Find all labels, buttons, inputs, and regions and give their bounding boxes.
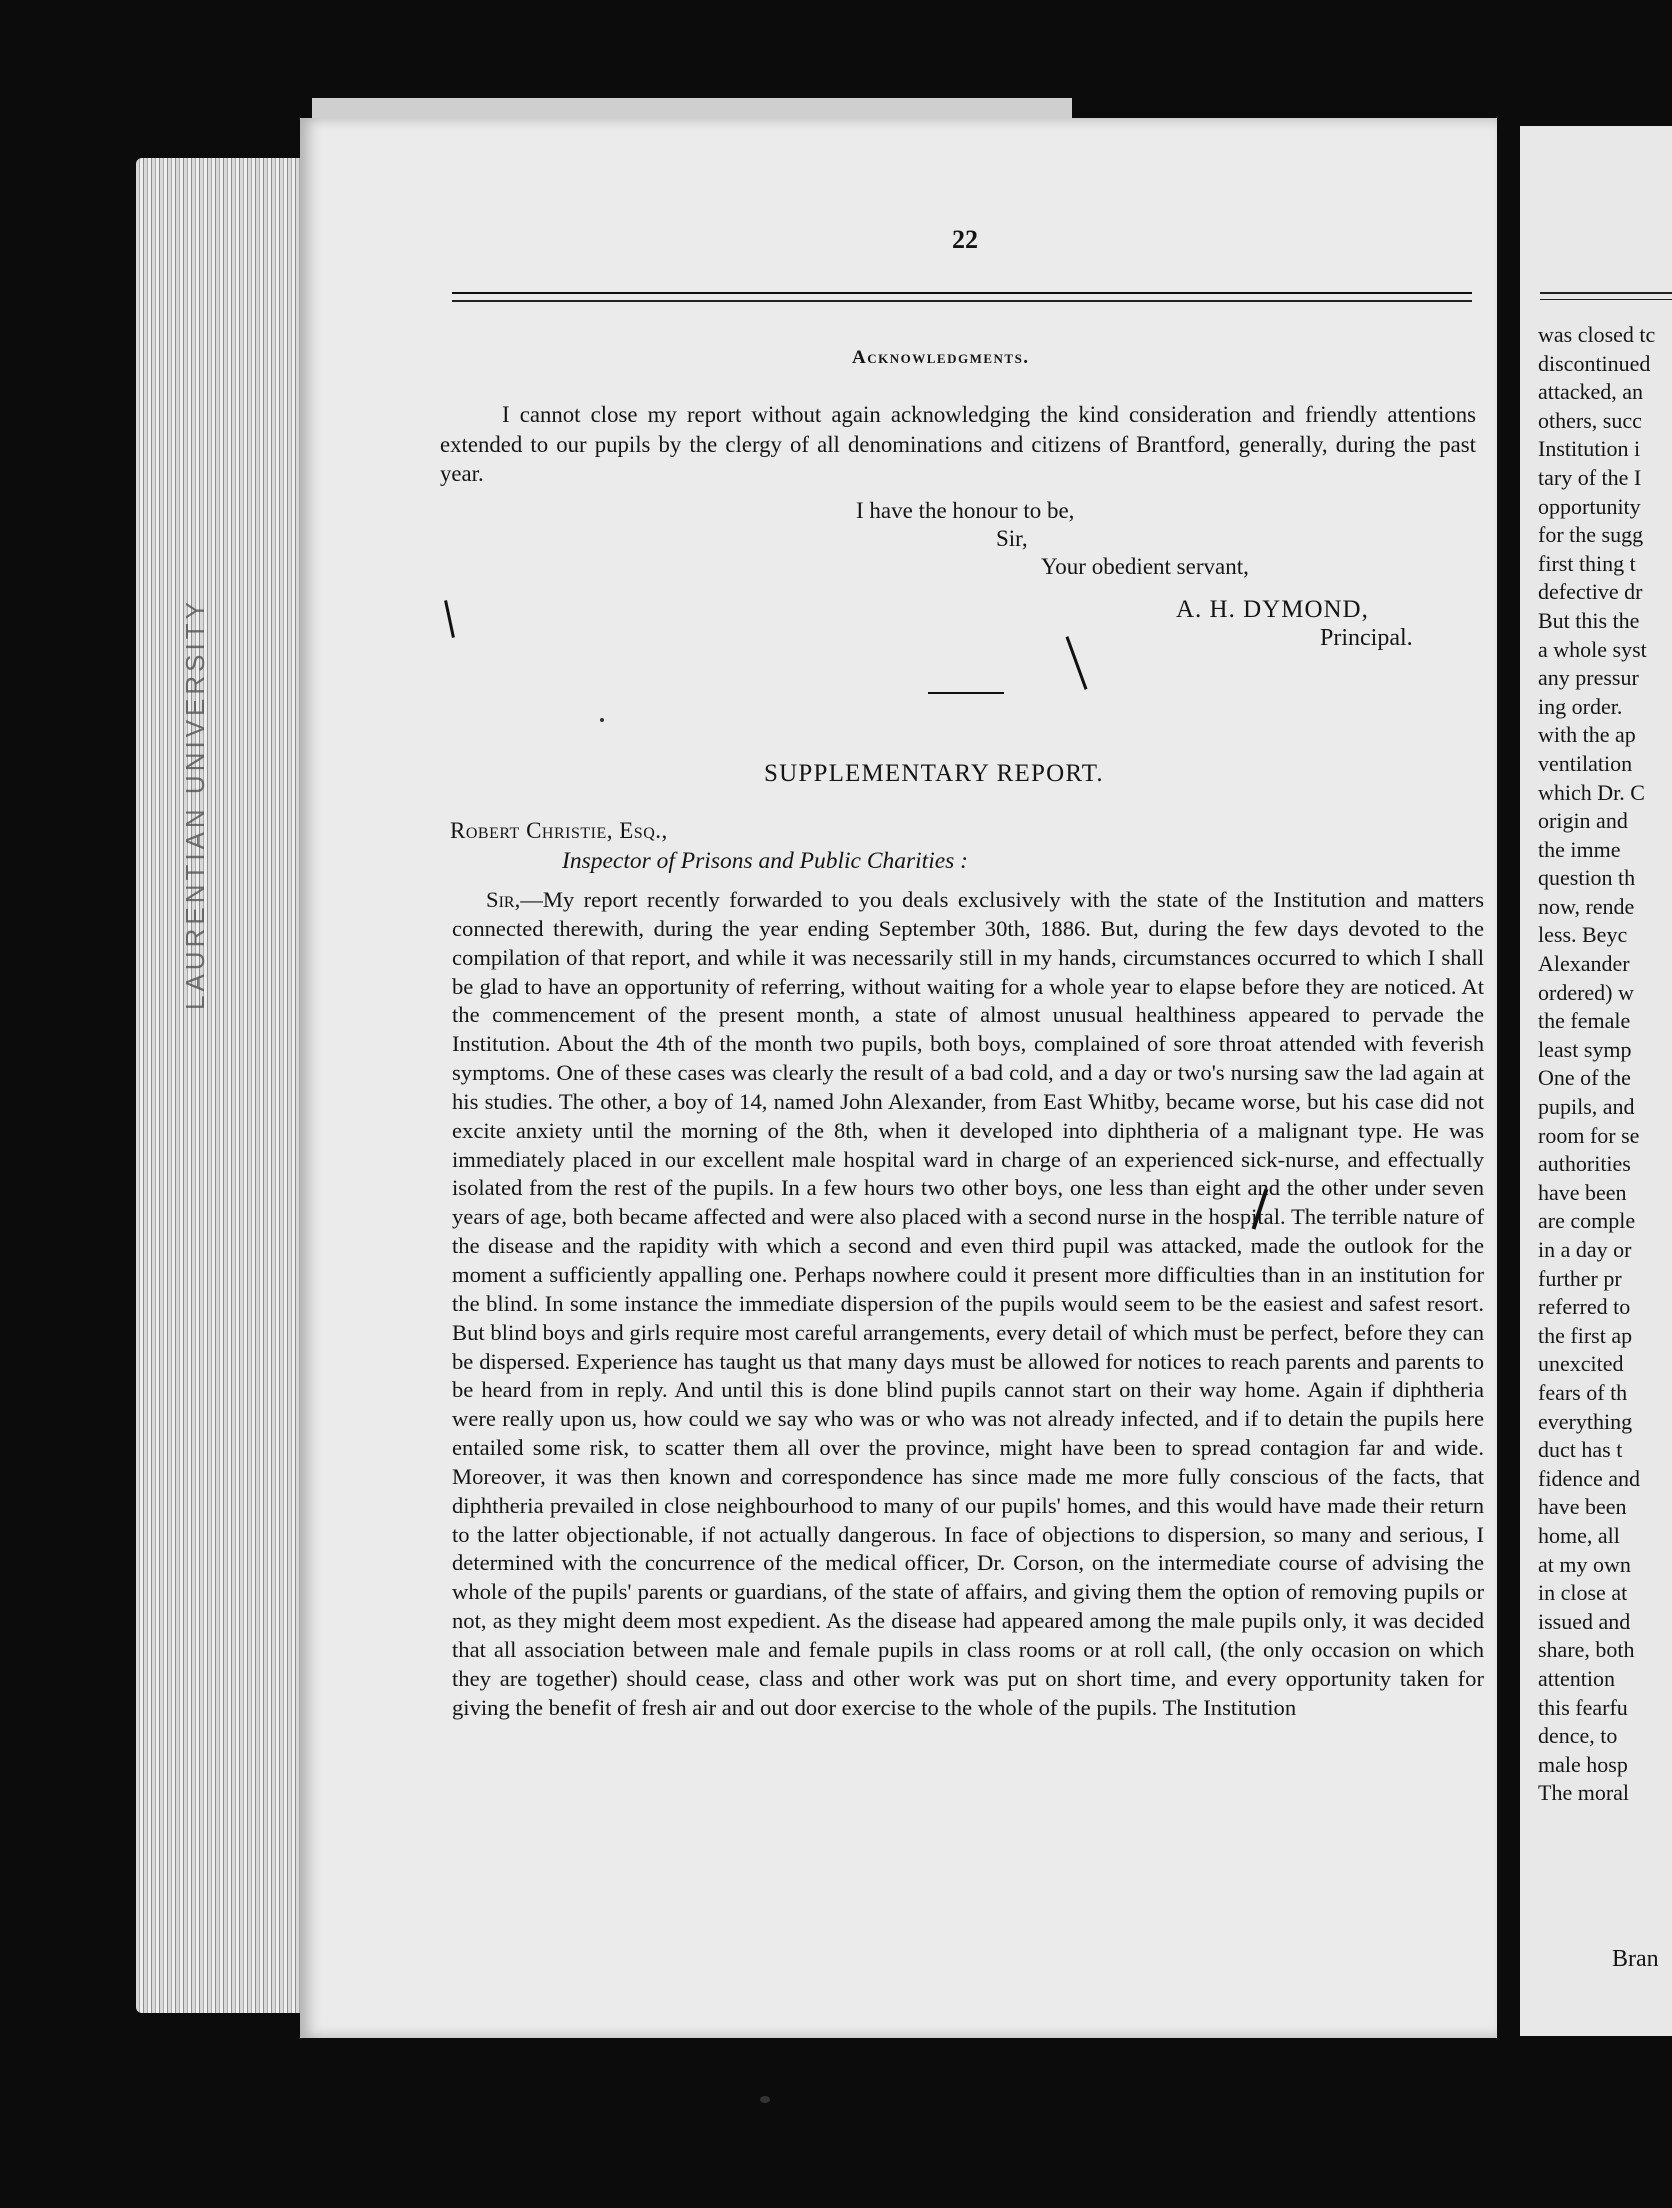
facing-page-line: The moral: [1538, 1780, 1630, 1806]
facing-page-line: for the sugg: [1538, 522, 1644, 548]
facing-page-line: now, rende: [1538, 893, 1635, 919]
facing-page-rule: [1540, 292, 1672, 300]
facing-page-line: male hosp: [1538, 1751, 1628, 1777]
facing-page-line: further pr: [1538, 1265, 1622, 1291]
facing-page-line: ventilation: [1538, 750, 1633, 776]
facing-page-line: dence, to: [1538, 1723, 1618, 1749]
facing-page-line: are comple: [1538, 1208, 1636, 1234]
facing-page-line: Institution i: [1538, 436, 1641, 462]
closing-valediction: Your obedient servant,: [1041, 554, 1249, 579]
facing-page-line: others, succ: [1538, 407, 1642, 433]
facing-page-line: referred to: [1538, 1294, 1631, 1320]
facing-page-line: the imme: [1538, 836, 1621, 862]
header-rule: [452, 292, 1472, 302]
facing-page-line: opportunity: [1538, 493, 1641, 519]
report-body: [452, 886, 1484, 1722]
closing-salutation: Sir,: [996, 526, 1028, 551]
facing-page-line: authorities: [1538, 1151, 1631, 1177]
facing-page-line: in a day or: [1538, 1237, 1632, 1262]
facing-page-line: ordered) w: [1538, 979, 1634, 1005]
facing-page-line: duct has t: [1538, 1437, 1623, 1463]
supplementary-report-title: SUPPLEMENTARY REPORT.: [764, 760, 1104, 787]
facing-page-line: least symp: [1538, 1036, 1632, 1062]
facing-page-line: attacked, an: [1538, 379, 1644, 405]
facing-page-line: have been: [1538, 1179, 1627, 1205]
facing-page-line: attention: [1538, 1665, 1615, 1691]
acknowledgments-paragraph: I cannot close my report without again acknowledging the kind consideration and friendly attentions extended to our pupils by the clergy of all denominations and citizens of Brantford, generally, during the past year.: [440, 402, 1476, 486]
facing-page-line: the female: [1538, 1008, 1631, 1034]
facing-page-line: share, both: [1538, 1637, 1635, 1663]
acknowledgments-heading: Acknowledgments.: [852, 347, 1030, 368]
facing-page-line: question th: [1538, 865, 1636, 891]
facing-page-line: Alexander: [1538, 951, 1630, 977]
facing-page-line: ing order.: [1538, 693, 1623, 719]
facing-page-line: issued and: [1538, 1608, 1631, 1634]
signer-name: A. H. DYMOND,: [1176, 596, 1369, 623]
facing-page-line: first thing t: [1538, 550, 1636, 576]
library-stamp: LAURENTIAN UNIVERSITY: [180, 598, 210, 1010]
report-body-text: —My report recently forwarded to you deals exclusively with the state of the Institution and matters connected therewith, during the year ending September 30th, 1886. But, during the few days devoted to the compilation of that report, and while it was necessarily still in my hands, circumstances occurred to which I shall be glad to have an opportunity of referring, without waiting for a whole year to elapse before they are noticed. At the commencement of the present month, a state of almost unusual healthiness appeared to pervade the Institution. About the 4th of the month two pupils, both boys, complained of sore throat attended with feverish symptoms. One of these cases was clearly the result of a bad cold, and a day or two's nursing saw the lad again at his studies. The other, a boy of 14, named John Alexander, from East Whitby, became worse, but his case did not excite anxiety until the morning of the 8th, when it developed into diphtheria of a malignant type. He was immediately placed in our excellent male hospital ward in charge of an experienced sick-nurse, and effectually isolated from the rest of the pupils. In a few hours two other boys, one less than eight and the other under seven years of age, both became affected and were also placed with a second nurse in the hospital. The terrible nature of the disease and the rapidity with which a second and even third pupil was attacked, made the outlook for the moment a sufficiently appalling one. Perhaps nowhere could it present more difficulties than in an institution for the blind. In some instance the immediate dispersion of the pupils would seem to be the easiest and safest resort. But blind boys and girls require most careful arrangements, every detail of which must be perfect, before they can be dispersed. Experience has taught us that many days must be allowed for notices to reach parents and parents to be heard from in reply. And until this is done blind pupils cannot start on their way home. Again if diphtheria were really upon us, how could we say who was or who was not already infected, and if to detain the pupils here entailed some risk, to scatter them all over the province, might have been to spread contagion far and wide. Moreover, it was then known and correspondence has since made me more fully conscious of the facts, that diphtheria prevailed in close neighbourhood to many of our pupils' homes, and this would have made their return to the latter objectionable, if not actually dangerous. In face of objections to dispersion, so many and serious, I determined with the concurrence of the medical officer, Dr. Corson, on the intermediate course of advising the whole of the pupils' parents or guardians, of the state of affairs, and giving them the option of removing pupils or not, as they might deem most expedient. As the disease had appeared among the male pupils only, it was decided that all association between male and female pupils in class rooms or at roll call, (the only occasion on which they are together) should cease, class and other work was put on short time, and every opportunity taken for giving the benefit of fresh air and out door exercise to the whole of the pupils. The Institution: [452, 887, 1484, 1720]
facing-page-line: defective dr: [1538, 579, 1643, 605]
ink-speck: [600, 718, 604, 722]
facing-page-signature: Bran: [1612, 1946, 1659, 1972]
salutation: Sir,: [486, 887, 521, 912]
facing-page-line: any pressur: [1538, 665, 1639, 691]
facing-page-line: tary of the I: [1538, 464, 1642, 490]
facing-page-line: was closed tc: [1538, 322, 1656, 347]
ink-speck: [760, 2096, 770, 2103]
addressee-name: Robert Christie, Esq.,: [450, 818, 668, 843]
signer-title: Principal.: [1320, 625, 1413, 651]
facing-page-line: with the ap: [1538, 722, 1636, 748]
facing-page-line: this fearfu: [1538, 1694, 1628, 1720]
facing-page-line: discontinued: [1538, 350, 1651, 376]
facing-page-line: which Dr. C: [1538, 779, 1645, 805]
facing-page-text: [1538, 321, 1672, 1808]
facing-page-line: everything: [1538, 1408, 1633, 1434]
facing-page-line: unexcited: [1538, 1351, 1624, 1377]
book-page-edges: [136, 158, 322, 2013]
page-number: 22: [952, 225, 978, 254]
facing-page-line: at my own: [1538, 1551, 1631, 1577]
closing-line: I have the honour to be,: [856, 498, 1075, 523]
facing-page-line: fidence and: [1538, 1465, 1640, 1491]
facing-page-line: fears of th: [1538, 1379, 1628, 1405]
facing-page-line: a whole syst: [1538, 636, 1647, 662]
facing-page-line: But this the: [1538, 607, 1640, 633]
facing-page-line: origin and: [1538, 808, 1628, 834]
facing-page-line: in close at: [1538, 1580, 1628, 1606]
facing-page-line: the first ap: [1538, 1322, 1633, 1348]
facing-page-line: pupils, and: [1538, 1094, 1635, 1120]
facing-page-line: One of the: [1538, 1065, 1631, 1091]
section-divider: [928, 692, 1004, 694]
facing-page-line: room for se: [1538, 1122, 1640, 1148]
facing-page-line: less. Beyc: [1538, 922, 1628, 948]
facing-page: [1520, 126, 1672, 2036]
facing-page-line: have been: [1538, 1494, 1627, 1520]
addressee-title: Inspector of Prisons and Public Charities :: [562, 848, 969, 874]
facing-page-line: home, all: [1538, 1522, 1620, 1548]
